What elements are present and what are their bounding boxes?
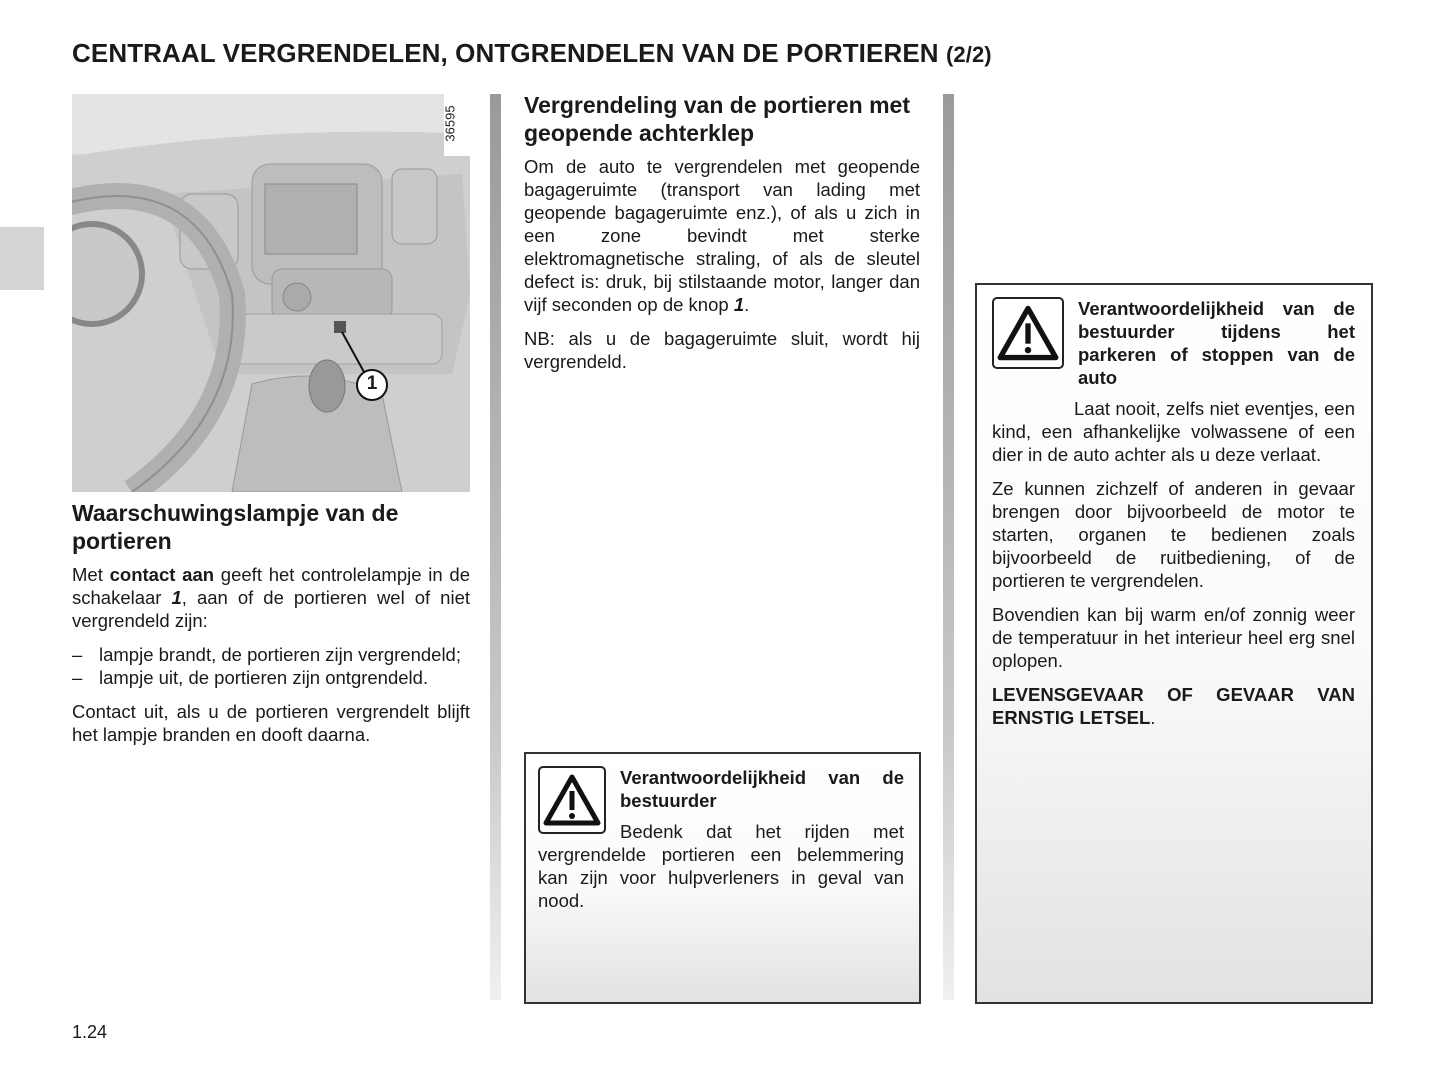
text: . bbox=[744, 294, 750, 315]
list-item: – lampje brandt, de portieren zijn vergrendeld; bbox=[72, 643, 470, 666]
warning-title: Verantwoordelijkheid van de bestuurder bbox=[620, 767, 904, 811]
warning-box-parking bbox=[975, 283, 1373, 1004]
status-list bbox=[72, 643, 470, 689]
warning-triangle-icon bbox=[992, 297, 1064, 369]
page-number: 1.24 bbox=[72, 1022, 108, 1042]
dashboard-illustration bbox=[72, 94, 470, 492]
reference-number: 1 bbox=[733, 294, 745, 315]
warning-text: Bedenk dat het rijden met vergrendelde portieren een belemmering kan zijn voor hulpverleners in geval van nood. bbox=[538, 821, 904, 911]
paragraph: Contact uit, als u de portieren vergrendelt blijft het lampje branden en dooft daarna. bbox=[72, 701, 470, 745]
column-divider-1 bbox=[490, 94, 501, 1000]
danger-text: LEVENSGEVAAR OF GEVAAR VAN ERNSTIG LETSEL bbox=[992, 684, 1355, 728]
left-column bbox=[72, 499, 470, 757]
warning-text: Ze kunnen zichzelf of anderen in gevaar brengen door bijvoorbeeld de motor te starten, organen te bedienen zoals bijvoorbeeld de ruitbediening, of de portieren te vergrendelen. bbox=[992, 478, 1355, 591]
title-text: CENTRAAL VERGRENDELEN, ONTGRENDELEN VAN DE PORTIEREN bbox=[72, 38, 939, 68]
title-suffix: (2/2) bbox=[945, 42, 992, 67]
warning-title: Verantwoordelijkheid van de bestuurder tijdens het parkeren of stoppen van de auto bbox=[1078, 298, 1355, 388]
page-title bbox=[72, 38, 992, 69]
list-item: – lampje uit, de portieren zijn ontgrendeld. bbox=[72, 666, 470, 689]
paragraph bbox=[72, 563, 470, 632]
warning-conclusion bbox=[992, 683, 1355, 729]
figure-reference: 36595 bbox=[442, 105, 458, 142]
text: Met bbox=[72, 564, 110, 585]
middle-column bbox=[524, 91, 920, 384]
warning-box-driver bbox=[524, 752, 921, 1004]
section-tab bbox=[0, 227, 44, 290]
text: . bbox=[1150, 707, 1156, 728]
warning-text: Laat nooit, zelfs niet eventjes, een kind, een afhankelijke volwassene of een dier in de auto achter als u deze verlaat. bbox=[992, 398, 1355, 465]
callout-number: 1 bbox=[366, 373, 378, 394]
section-heading-warning-lamp: Waarschuwingslampje van de portieren bbox=[72, 500, 399, 554]
warning-text: Bovendien kan bij warm en/of zonnig weer de temperatuur in het interieur heel erg snel oplopen. bbox=[992, 604, 1355, 671]
section-heading-locking: Vergrendeling van de portieren met geopende achterklep bbox=[524, 92, 910, 146]
warning-triangle-icon bbox=[538, 766, 606, 834]
text: Om de auto te vergrendelen met geopende bagageruimte (transport van lading met geopende bagageruimte enz.), of als u zich in een zone bevindt met sterke elektromagnetische straling, of als de sleutel defect is: druk, bij stilstaande motor, langer dan vijf seconden op de knop bbox=[524, 156, 920, 315]
emphasis: contact aan bbox=[109, 564, 215, 585]
text: geeft het controlelampje in de schakelaar bbox=[72, 564, 471, 608]
column-divider-2 bbox=[943, 94, 954, 1000]
text: , aan of de portieren wel of niet vergrendeld zijn: bbox=[72, 587, 470, 631]
dashboard-drawing bbox=[72, 94, 470, 492]
paragraph: NB: als u de bagageruimte sluit, wordt hij vergrendeld. bbox=[524, 328, 920, 372]
reference-number: 1 bbox=[171, 587, 182, 608]
paragraph bbox=[524, 155, 920, 316]
